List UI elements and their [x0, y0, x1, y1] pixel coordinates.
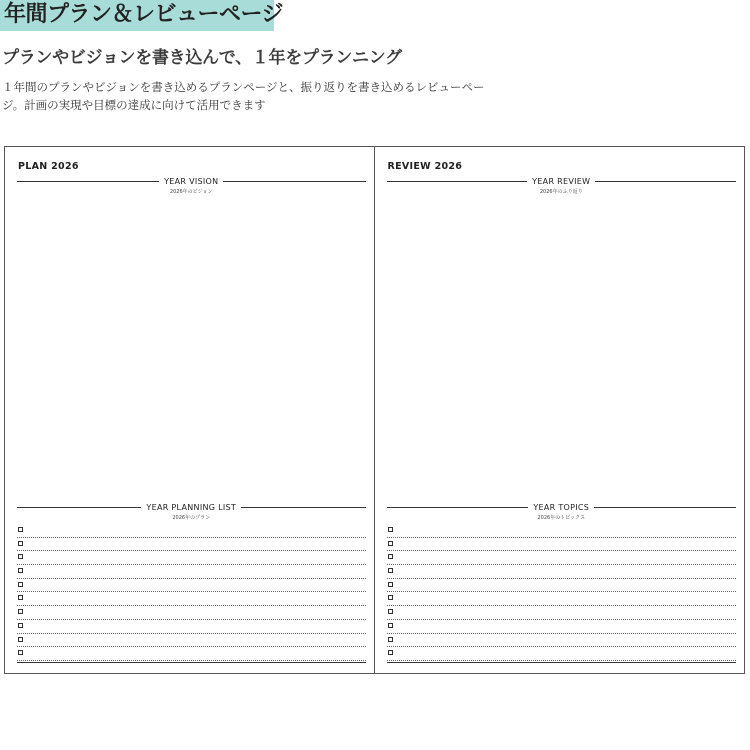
checkbox-icon — [18, 568, 23, 573]
checklist-end-rule — [387, 662, 737, 663]
divider — [223, 181, 365, 182]
checklist-row — [387, 620, 737, 634]
checkbox-icon — [18, 554, 23, 559]
checklist-row — [387, 592, 737, 606]
checklist-row — [17, 634, 366, 648]
checklist-row — [17, 565, 366, 579]
checklist-row — [17, 551, 366, 565]
checkbox-icon — [18, 582, 23, 587]
checkbox-icon — [388, 623, 393, 628]
checkbox-icon — [388, 541, 393, 546]
divider — [387, 181, 528, 182]
checkbox-icon — [18, 541, 23, 546]
divider — [387, 507, 529, 508]
checkbox-icon — [388, 568, 393, 573]
year-review-sublabel: 2026年のふり返り — [539, 189, 583, 195]
checklist-row — [387, 647, 737, 661]
checkbox-icon — [388, 582, 393, 587]
checkbox-icon — [388, 637, 393, 642]
divider — [17, 507, 141, 508]
plan-page — [5, 147, 375, 673]
checklist-row — [387, 565, 737, 579]
checklist-row — [17, 524, 366, 538]
review-page — [375, 147, 745, 673]
year-topics-header — [387, 503, 737, 512]
checklist-row — [387, 551, 737, 565]
year-review-header — [387, 177, 737, 186]
checkbox-icon — [18, 609, 23, 614]
review-page-title: REVIEW 2026 — [387, 161, 463, 172]
page-subtitle: プランやビジョンを書き込んで、１年をプランニング — [2, 48, 402, 68]
checkbox-icon — [388, 609, 393, 614]
checklist-end-rule — [17, 662, 366, 663]
divider — [241, 507, 365, 508]
checkbox-icon — [18, 595, 23, 600]
checkbox-icon — [388, 650, 393, 655]
divider — [595, 181, 736, 182]
year-review-label: YEAR REVIEW — [532, 177, 591, 186]
year-planning-list-header — [17, 503, 366, 512]
checklist-row — [17, 647, 366, 661]
planner-spread — [4, 146, 745, 674]
checkbox-icon — [388, 554, 393, 559]
checklist-row — [17, 592, 366, 606]
year-topics-sublabel: 2026年のトピックス — [537, 515, 585, 521]
checklist-row — [17, 579, 366, 593]
checkbox-icon — [18, 527, 23, 532]
checkbox-icon — [18, 650, 23, 655]
checklist-row — [17, 538, 366, 552]
page-title: 年間プラン＆レビューページ — [4, 2, 284, 27]
checklist-row — [387, 606, 737, 620]
plan-page-title: PLAN 2026 — [18, 161, 79, 172]
checkbox-icon — [388, 527, 393, 532]
divider — [594, 507, 736, 508]
plan-checklist — [17, 524, 366, 661]
checklist-row — [387, 634, 737, 648]
checklist-row — [387, 538, 737, 552]
checkbox-icon — [18, 623, 23, 628]
year-planning-list-label: YEAR PLANNING LIST — [146, 503, 237, 512]
year-planning-list-sublabel: 2026年のプラン — [172, 515, 211, 521]
checklist-row — [387, 524, 737, 538]
review-checklist — [387, 524, 737, 661]
checklist-row — [17, 606, 366, 620]
year-topics-label: YEAR TOPICS — [533, 503, 590, 512]
checklist-row — [17, 620, 366, 634]
year-vision-header — [17, 177, 366, 186]
checklist-row — [387, 579, 737, 593]
divider — [17, 181, 159, 182]
year-vision-label: YEAR VISION — [164, 177, 219, 186]
page-description: １年間のプランやビジョンを書き込めるプランページと、振り返りを書き込めるレビューページ。計画の実現や目標の達成に向けて活用できます — [2, 80, 485, 112]
checkbox-icon — [18, 637, 23, 642]
year-vision-sublabel: 2026年のビジョン — [169, 189, 213, 195]
checkbox-icon — [388, 595, 393, 600]
